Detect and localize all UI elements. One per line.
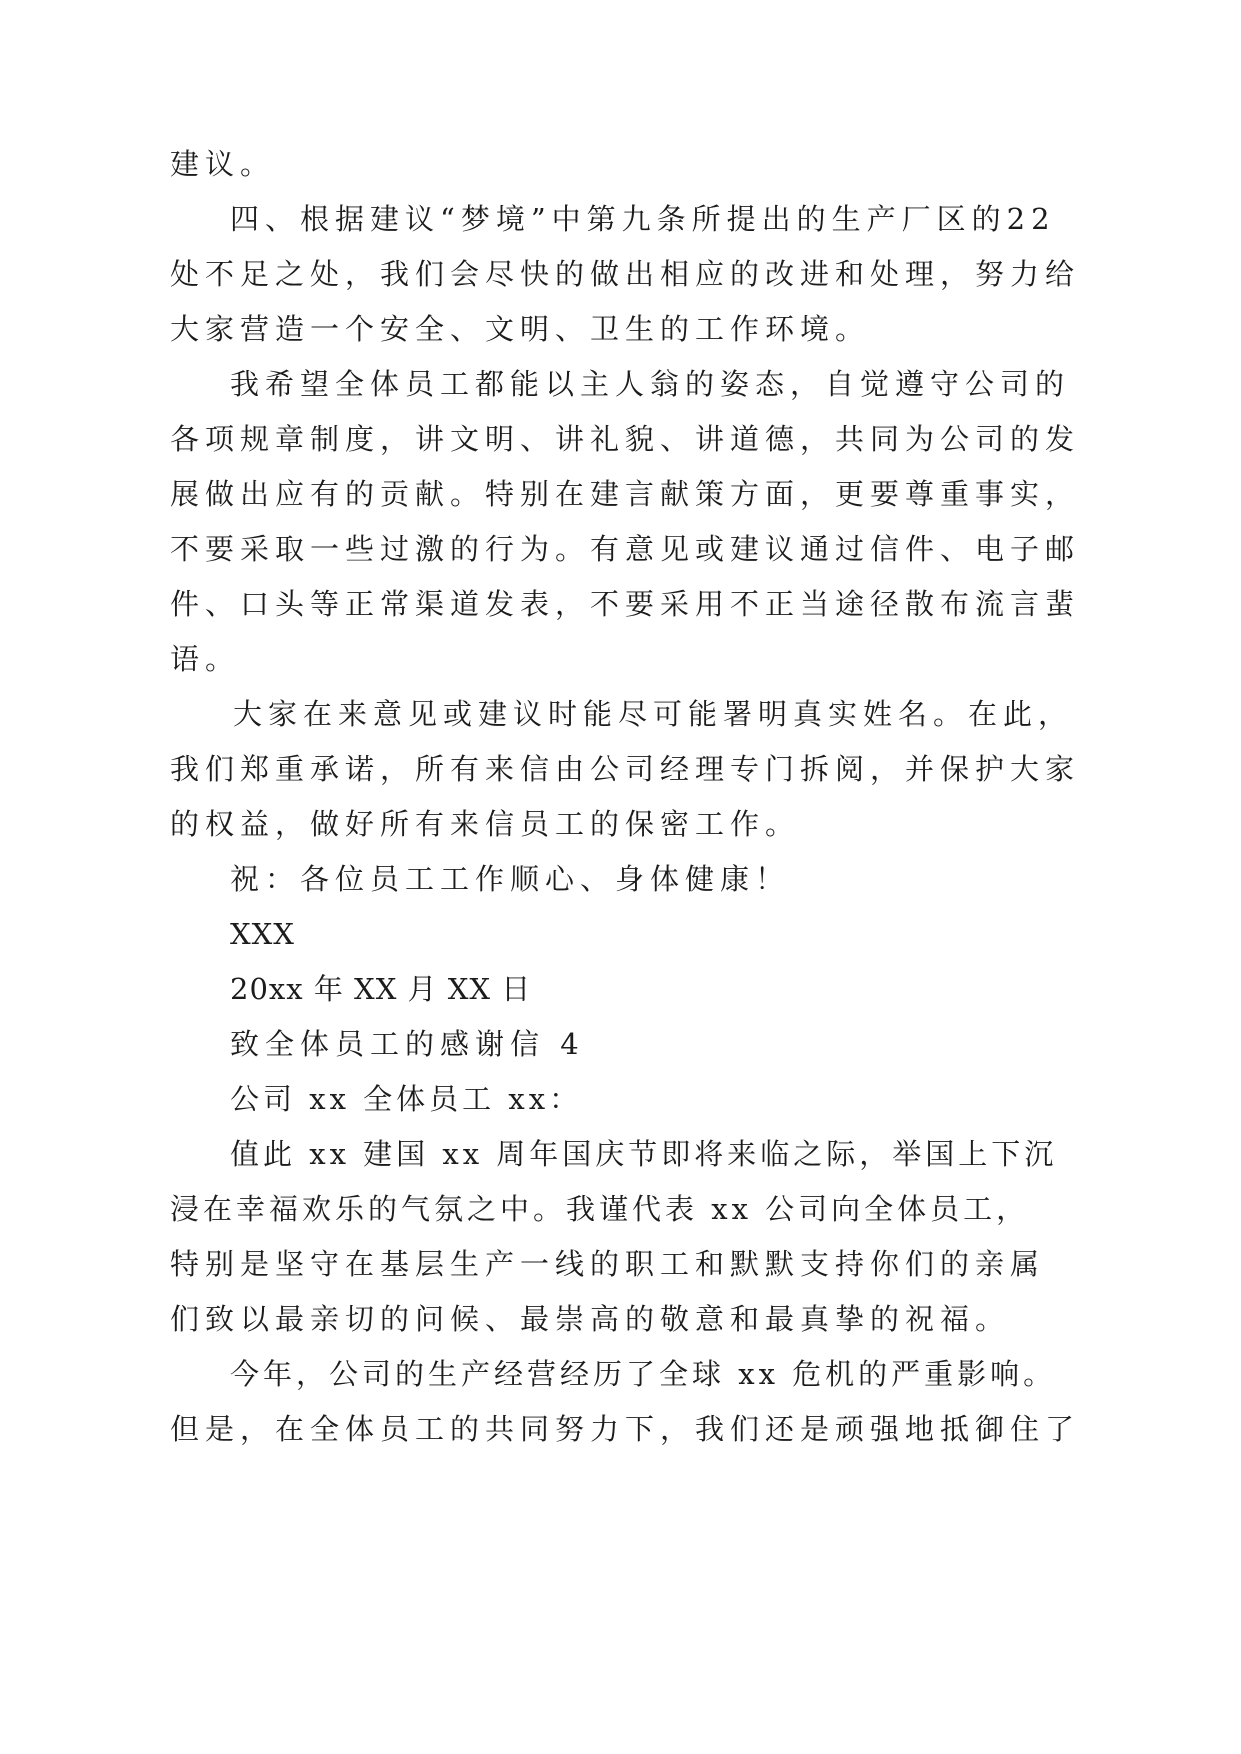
text-line: 展做出应有的贡献。特别在建言献策方面，更要尊重事实， xyxy=(170,477,1081,511)
text-line: 的权益，做好所有来信员工的保密工作。 xyxy=(170,807,801,841)
text-line: 我希望全体员工都能以主人翁的姿态，自觉遵守公司的 xyxy=(230,367,1071,401)
text-line: 值此 xx 建国 xx 周年国庆节即将来临之际，举国上下沉 xyxy=(230,1137,1058,1171)
text-line: 处不足之处，我们会尽快的做出相应的改进和处理，努力给 xyxy=(170,257,1081,291)
signature-name: XXX xyxy=(230,917,295,951)
text-line: 大家在来意见或建议时能尽可能署明真实姓名。在此， xyxy=(233,697,1074,731)
text-line: 今年，公司的生产经营经历了全球 xx 危机的严重影响。 xyxy=(230,1357,1057,1391)
date-line: 20xx 年 XX 月 XX 日 xyxy=(230,972,532,1006)
text-line: 但是，在全体员工的共同努力下，我们还是顽强地抵御住了 xyxy=(170,1412,1081,1446)
text-line: 四、根据建议“梦境”中第九条所提出的生产厂区的22 xyxy=(230,202,1056,236)
text-line: 语。 xyxy=(170,642,241,676)
text-line: 建议。 xyxy=(170,147,276,181)
text-line: 特别是坚守在基层生产一线的职工和默默支持你们的亲属 xyxy=(170,1247,1046,1281)
text-line: 我们郑重承诺，所有来信由公司经理专门拆阅，并保护大家 xyxy=(170,752,1081,786)
text-line: 各项规章制度，讲文明、讲礼貌、讲道德，共同为公司的发 xyxy=(170,422,1081,456)
text-line: 浸在幸福欢乐的气氛之中。我谨代表 xx 公司向全体员工， xyxy=(170,1192,1030,1226)
salutation: 公司 xx 全体员工 xx： xyxy=(230,1082,583,1116)
text-line: 件、口头等正常渠道发表，不要采用不正当途径散布流言蜚 xyxy=(170,587,1081,621)
text-line: 不要采取一些过激的行为。有意见或建议通过信件、电子邮 xyxy=(170,532,1081,566)
letter-title: 致全体员工的感谢信 4 xyxy=(230,1027,585,1061)
text-line: 祝：各位员工工作顺心、身体健康！ xyxy=(230,862,791,896)
text-line: 大家营造一个安全、文明、卫生的工作环境。 xyxy=(170,312,871,346)
text-line: 们致以最亲切的问候、最崇高的敬意和最真挚的祝福。 xyxy=(170,1302,1011,1336)
